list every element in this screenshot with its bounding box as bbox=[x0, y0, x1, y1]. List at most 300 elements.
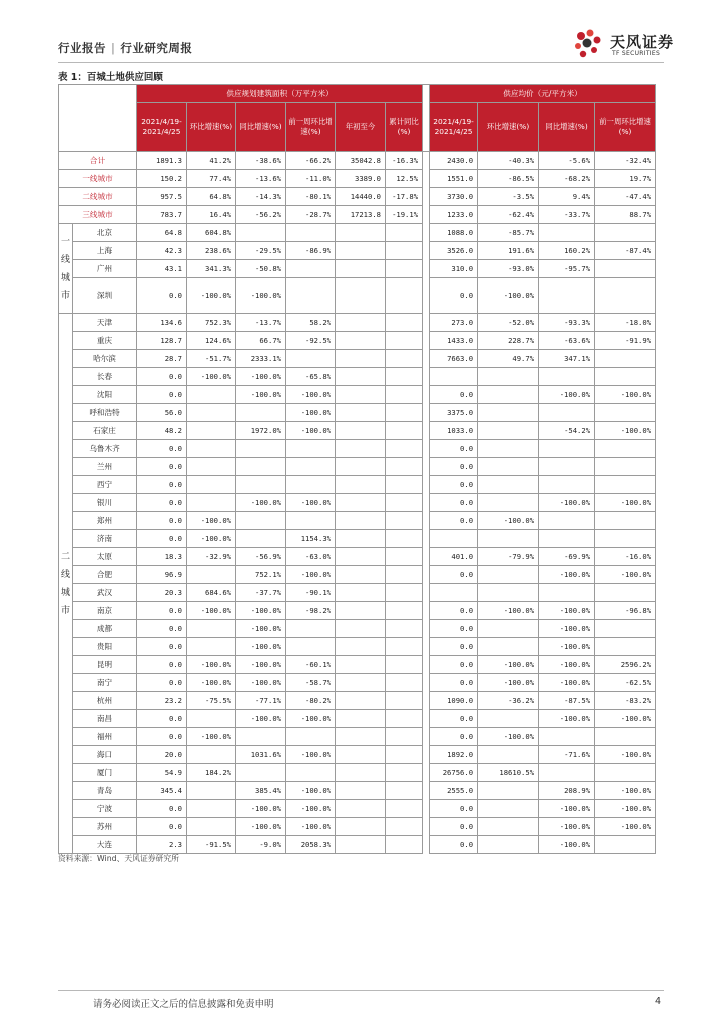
area-value: 134.6 bbox=[137, 314, 187, 332]
area-value: -100.0% bbox=[286, 566, 336, 584]
area-value bbox=[386, 782, 423, 800]
area-value: -32.9% bbox=[187, 548, 236, 566]
area-value: 1031.6% bbox=[236, 746, 286, 764]
area-value bbox=[236, 764, 286, 782]
area-value bbox=[336, 242, 386, 260]
price-value: 0.0 bbox=[430, 656, 478, 674]
price-value: -63.6% bbox=[539, 332, 595, 350]
area-value bbox=[386, 620, 423, 638]
area-value: -100.0% bbox=[286, 494, 336, 512]
area-value: -28.7% bbox=[286, 206, 336, 224]
price-value bbox=[595, 260, 656, 278]
area-value: 0.0 bbox=[137, 620, 187, 638]
price-value: -100.0% bbox=[539, 638, 595, 656]
area-value bbox=[236, 224, 286, 242]
price-value: 401.0 bbox=[430, 548, 478, 566]
price-value: 1088.0 bbox=[430, 224, 478, 242]
area-value bbox=[187, 638, 236, 656]
price-value bbox=[478, 584, 539, 602]
area-value: -9.0% bbox=[236, 836, 286, 854]
price-value bbox=[539, 584, 595, 602]
city-name: 沈阳 bbox=[73, 386, 137, 404]
price-value bbox=[478, 440, 539, 458]
price-value bbox=[478, 782, 539, 800]
area-value bbox=[386, 530, 423, 548]
city-name: 济南 bbox=[73, 530, 137, 548]
area-value: -100.0% bbox=[236, 368, 286, 386]
area-value: 0.0 bbox=[137, 476, 187, 494]
price-value: -85.7% bbox=[478, 224, 539, 242]
price-value: 18610.5% bbox=[478, 764, 539, 782]
price-value: -52.0% bbox=[478, 314, 539, 332]
report-header bbox=[58, 40, 192, 56]
price-value: 0.0 bbox=[430, 440, 478, 458]
header-corner bbox=[59, 85, 137, 152]
price-value: -100.0% bbox=[539, 620, 595, 638]
area-value bbox=[386, 710, 423, 728]
land-supply-table bbox=[58, 84, 656, 854]
area-value: 0.0 bbox=[137, 800, 187, 818]
price-value: -62.5% bbox=[595, 674, 656, 692]
area-value bbox=[386, 638, 423, 656]
area-value bbox=[386, 278, 423, 314]
area-value: -13.7% bbox=[236, 314, 286, 332]
area-value: -100.0% bbox=[187, 656, 236, 674]
area-value: 64.8 bbox=[137, 224, 187, 242]
header-separator: | bbox=[111, 41, 116, 55]
area-value bbox=[336, 692, 386, 710]
area-value: -100.0% bbox=[187, 278, 236, 314]
area-value: 0.0 bbox=[137, 638, 187, 656]
area-value bbox=[336, 638, 386, 656]
price-value: 7663.0 bbox=[430, 350, 478, 368]
price-value bbox=[595, 458, 656, 476]
price-value bbox=[430, 368, 478, 386]
table-row bbox=[59, 836, 656, 854]
price-value: -18.0% bbox=[595, 314, 656, 332]
summary-label: 二线城市 bbox=[59, 188, 137, 206]
column-gap bbox=[423, 656, 430, 674]
column-gap bbox=[423, 314, 430, 332]
area-value bbox=[386, 836, 423, 854]
price-value bbox=[595, 440, 656, 458]
city-name: 杭州 bbox=[73, 692, 137, 710]
table-row bbox=[59, 602, 656, 620]
area-value bbox=[187, 746, 236, 764]
area-value bbox=[386, 800, 423, 818]
area-value: -100.0% bbox=[187, 674, 236, 692]
city-name: 南京 bbox=[73, 602, 137, 620]
summary-label: 一线城市 bbox=[59, 170, 137, 188]
area-value bbox=[386, 764, 423, 782]
price-value bbox=[478, 404, 539, 422]
header-price-group: 供应均价（元/平方米） bbox=[430, 85, 656, 103]
area-value: -56.9% bbox=[236, 548, 286, 566]
city-name: 贵阳 bbox=[73, 638, 137, 656]
area-value: 43.1 bbox=[137, 260, 187, 278]
area-value: -100.0% bbox=[236, 602, 286, 620]
price-value: -3.5% bbox=[478, 188, 539, 206]
table-row bbox=[59, 638, 656, 656]
column-gap bbox=[423, 224, 430, 242]
area-value bbox=[386, 548, 423, 566]
city-name: 福州 bbox=[73, 728, 137, 746]
area-value bbox=[286, 278, 336, 314]
area-value: -100.0% bbox=[286, 818, 336, 836]
area-value: -100.0% bbox=[236, 278, 286, 314]
price-value: 1233.0 bbox=[430, 206, 478, 224]
source-note: 资料来源：Wind、天风证券研究所 bbox=[58, 854, 179, 863]
price-value bbox=[539, 404, 595, 422]
area-value bbox=[386, 458, 423, 476]
column-gap bbox=[423, 566, 430, 584]
price-value: -79.9% bbox=[478, 548, 539, 566]
area-value bbox=[187, 620, 236, 638]
header-area-prev-wow: 前一周环比增速(%) bbox=[286, 103, 336, 152]
header-price-prev-wow: 前一周环比增速(%) bbox=[595, 103, 656, 152]
city-name: 青岛 bbox=[73, 782, 137, 800]
price-value: 3730.0 bbox=[430, 188, 478, 206]
area-value: -100.0% bbox=[236, 800, 286, 818]
area-value: -51.7% bbox=[187, 350, 236, 368]
area-value bbox=[336, 800, 386, 818]
price-value: -100.0% bbox=[595, 386, 656, 404]
area-value: 0.0 bbox=[137, 368, 187, 386]
area-value: 16.4% bbox=[187, 206, 236, 224]
price-value: -100.0% bbox=[539, 800, 595, 818]
price-value: 26756.0 bbox=[430, 764, 478, 782]
area-value: -75.5% bbox=[187, 692, 236, 710]
table-row bbox=[59, 404, 656, 422]
price-value: -86.5% bbox=[478, 170, 539, 188]
area-value bbox=[336, 818, 386, 836]
area-value: 58.2% bbox=[286, 314, 336, 332]
area-value bbox=[386, 566, 423, 584]
city-name: 广州 bbox=[73, 260, 137, 278]
table-row bbox=[59, 674, 656, 692]
area-value: -80.1% bbox=[286, 188, 336, 206]
column-gap bbox=[423, 782, 430, 800]
table-row bbox=[59, 314, 656, 332]
area-value: -19.1% bbox=[386, 206, 423, 224]
city-name: 昆明 bbox=[73, 656, 137, 674]
table-row bbox=[59, 278, 656, 314]
table-title: 表 1：百城土地供应回顾 bbox=[58, 72, 163, 83]
area-value bbox=[236, 530, 286, 548]
price-value bbox=[539, 278, 595, 314]
price-value: 0.0 bbox=[430, 800, 478, 818]
area-value bbox=[386, 422, 423, 440]
area-value bbox=[336, 656, 386, 674]
table-row bbox=[59, 692, 656, 710]
area-value: 2058.3% bbox=[286, 836, 336, 854]
city-name: 天津 bbox=[73, 314, 137, 332]
area-value: -11.0% bbox=[286, 170, 336, 188]
price-value bbox=[430, 530, 478, 548]
area-value: 0.0 bbox=[137, 530, 187, 548]
area-value: 783.7 bbox=[137, 206, 187, 224]
area-value: -66.2% bbox=[286, 152, 336, 170]
area-value: -13.6% bbox=[236, 170, 286, 188]
area-value bbox=[386, 476, 423, 494]
price-value bbox=[595, 638, 656, 656]
area-value: 54.9 bbox=[137, 764, 187, 782]
area-value bbox=[386, 404, 423, 422]
price-value: -47.4% bbox=[595, 188, 656, 206]
area-value: -100.0% bbox=[187, 530, 236, 548]
header-area-ytd: 年初至今 bbox=[336, 103, 386, 152]
price-value: 0.0 bbox=[430, 386, 478, 404]
table-row bbox=[59, 764, 656, 782]
summary-label: 三线城市 bbox=[59, 206, 137, 224]
area-value: -17.8% bbox=[386, 188, 423, 206]
area-value bbox=[336, 620, 386, 638]
area-value bbox=[286, 260, 336, 278]
area-value bbox=[286, 512, 336, 530]
table-row bbox=[59, 620, 656, 638]
column-gap bbox=[423, 350, 430, 368]
column-gap bbox=[423, 440, 430, 458]
price-value: 0.0 bbox=[430, 602, 478, 620]
area-value: -91.5% bbox=[187, 836, 236, 854]
table-row bbox=[59, 818, 656, 836]
area-value: -98.2% bbox=[286, 602, 336, 620]
price-value: -100.0% bbox=[539, 494, 595, 512]
area-value: -92.5% bbox=[286, 332, 336, 350]
price-value bbox=[478, 746, 539, 764]
area-value bbox=[187, 440, 236, 458]
area-value bbox=[336, 386, 386, 404]
area-value bbox=[336, 530, 386, 548]
area-value: -100.0% bbox=[286, 800, 336, 818]
area-value: 12.5% bbox=[386, 170, 423, 188]
price-value: 0.0 bbox=[430, 476, 478, 494]
area-value bbox=[336, 476, 386, 494]
area-value: 345.4 bbox=[137, 782, 187, 800]
header-area-group: 供应规划建筑面积（万平方米） bbox=[137, 85, 423, 103]
column-gap bbox=[423, 728, 430, 746]
area-value: -100.0% bbox=[236, 818, 286, 836]
area-value: -100.0% bbox=[236, 656, 286, 674]
price-value: -100.0% bbox=[539, 602, 595, 620]
price-value: 19.7% bbox=[595, 170, 656, 188]
area-value: -58.7% bbox=[286, 674, 336, 692]
table-row bbox=[59, 656, 656, 674]
area-value bbox=[336, 746, 386, 764]
area-value bbox=[386, 260, 423, 278]
summary-row bbox=[59, 170, 656, 188]
city-name: 上海 bbox=[73, 242, 137, 260]
summary-label: 合计 bbox=[59, 152, 137, 170]
area-value: 0.0 bbox=[137, 512, 187, 530]
header-area-ytd-yoy: 累计同比(%) bbox=[386, 103, 423, 152]
price-value: -87.4% bbox=[595, 242, 656, 260]
column-gap bbox=[423, 692, 430, 710]
table-row bbox=[59, 350, 656, 368]
price-value bbox=[539, 458, 595, 476]
area-value: -100.0% bbox=[187, 728, 236, 746]
area-value bbox=[187, 710, 236, 728]
area-value: 20.0 bbox=[137, 746, 187, 764]
price-value: 0.0 bbox=[430, 818, 478, 836]
table-row bbox=[59, 458, 656, 476]
area-value: -100.0% bbox=[187, 512, 236, 530]
price-value: 49.7% bbox=[478, 350, 539, 368]
header-price-wow: 环比增速(%) bbox=[478, 103, 539, 152]
price-value: 3526.0 bbox=[430, 242, 478, 260]
column-gap bbox=[423, 674, 430, 692]
price-value bbox=[595, 350, 656, 368]
logo-flower-icon bbox=[572, 28, 606, 62]
area-value: 385.4% bbox=[236, 782, 286, 800]
area-value: 2.3 bbox=[137, 836, 187, 854]
area-value: 684.6% bbox=[187, 584, 236, 602]
header-area-wow: 环比增速(%) bbox=[187, 103, 236, 152]
price-value: -100.0% bbox=[595, 710, 656, 728]
area-value bbox=[336, 710, 386, 728]
area-value bbox=[286, 440, 336, 458]
area-value: 0.0 bbox=[137, 440, 187, 458]
header-subcategory: 行业研究周报 bbox=[120, 41, 193, 55]
area-value: -100.0% bbox=[286, 710, 336, 728]
area-value: 752.1% bbox=[236, 566, 286, 584]
column-gap bbox=[423, 764, 430, 782]
city-name: 乌鲁木齐 bbox=[73, 440, 137, 458]
header-area-yoy: 同比增速(%) bbox=[236, 103, 286, 152]
area-value bbox=[187, 782, 236, 800]
area-value: -100.0% bbox=[187, 368, 236, 386]
area-value bbox=[236, 476, 286, 494]
price-value: -100.0% bbox=[595, 800, 656, 818]
column-gap bbox=[423, 170, 430, 188]
price-value: -71.6% bbox=[539, 746, 595, 764]
city-tier-label: 二线城市 bbox=[59, 314, 73, 854]
city-name: 成都 bbox=[73, 620, 137, 638]
price-value bbox=[478, 476, 539, 494]
price-value: -83.2% bbox=[595, 692, 656, 710]
city-name: 太原 bbox=[73, 548, 137, 566]
header-category: 行业报告 bbox=[58, 41, 106, 55]
price-value: 228.7% bbox=[478, 332, 539, 350]
area-value: -90.1% bbox=[286, 584, 336, 602]
city-name: 南宁 bbox=[73, 674, 137, 692]
price-value: 1090.0 bbox=[430, 692, 478, 710]
price-value: -100.0% bbox=[539, 386, 595, 404]
price-value: 0.0 bbox=[430, 836, 478, 854]
area-value bbox=[336, 494, 386, 512]
price-value bbox=[595, 620, 656, 638]
price-value: -36.2% bbox=[478, 692, 539, 710]
area-value: 0.0 bbox=[137, 386, 187, 404]
price-value: -100.0% bbox=[595, 782, 656, 800]
area-value bbox=[336, 332, 386, 350]
column-gap bbox=[423, 386, 430, 404]
area-value bbox=[187, 422, 236, 440]
price-value bbox=[539, 368, 595, 386]
area-value: -100.0% bbox=[236, 710, 286, 728]
table-row bbox=[59, 548, 656, 566]
table-row bbox=[59, 386, 656, 404]
area-value: -100.0% bbox=[236, 674, 286, 692]
area-value bbox=[236, 512, 286, 530]
column-gap bbox=[423, 458, 430, 476]
city-name: 郑州 bbox=[73, 512, 137, 530]
price-value bbox=[478, 422, 539, 440]
area-value: 96.9 bbox=[137, 566, 187, 584]
area-value bbox=[386, 602, 423, 620]
area-value: 0.0 bbox=[137, 458, 187, 476]
area-value: 1891.3 bbox=[137, 152, 187, 170]
area-value bbox=[336, 548, 386, 566]
area-value bbox=[336, 458, 386, 476]
area-value: 184.2% bbox=[187, 764, 236, 782]
page-number: 4 bbox=[655, 996, 662, 1007]
price-value: -100.0% bbox=[478, 602, 539, 620]
area-value: 3389.0 bbox=[336, 170, 386, 188]
column-gap bbox=[423, 476, 430, 494]
price-value: 347.1% bbox=[539, 350, 595, 368]
area-value: 0.0 bbox=[137, 818, 187, 836]
area-value bbox=[187, 404, 236, 422]
header-gap bbox=[423, 85, 430, 152]
area-value bbox=[236, 458, 286, 476]
price-value bbox=[478, 566, 539, 584]
area-value: -56.2% bbox=[236, 206, 286, 224]
header-price-yoy: 同比增速(%) bbox=[539, 103, 595, 152]
area-value bbox=[386, 314, 423, 332]
price-value: -100.0% bbox=[478, 512, 539, 530]
price-value: -33.7% bbox=[539, 206, 595, 224]
price-value bbox=[595, 476, 656, 494]
price-value bbox=[478, 836, 539, 854]
summary-row bbox=[59, 152, 656, 170]
price-value: 2430.0 bbox=[430, 152, 478, 170]
table-row bbox=[59, 224, 656, 242]
area-value: 124.6% bbox=[187, 332, 236, 350]
column-gap bbox=[423, 278, 430, 314]
area-value: 77.4% bbox=[187, 170, 236, 188]
column-gap bbox=[423, 332, 430, 350]
area-value: 1972.0% bbox=[236, 422, 286, 440]
area-value: -65.8% bbox=[286, 368, 336, 386]
area-value: -100.0% bbox=[236, 620, 286, 638]
price-value: -91.9% bbox=[595, 332, 656, 350]
table-row bbox=[59, 242, 656, 260]
table-row bbox=[59, 746, 656, 764]
area-value: -14.3% bbox=[236, 188, 286, 206]
area-value bbox=[286, 476, 336, 494]
area-value bbox=[286, 620, 336, 638]
price-value bbox=[595, 224, 656, 242]
column-gap bbox=[423, 368, 430, 386]
column-gap bbox=[423, 584, 430, 602]
summary-row bbox=[59, 206, 656, 224]
header-row-sub bbox=[59, 103, 656, 152]
area-value bbox=[336, 314, 386, 332]
price-value: 0.0 bbox=[430, 494, 478, 512]
area-value bbox=[336, 602, 386, 620]
price-value bbox=[595, 278, 656, 314]
area-value: 0.0 bbox=[137, 674, 187, 692]
price-value: 0.0 bbox=[430, 512, 478, 530]
price-value bbox=[539, 530, 595, 548]
price-value: -100.0% bbox=[478, 728, 539, 746]
table-row bbox=[59, 728, 656, 746]
area-value: 0.0 bbox=[137, 656, 187, 674]
price-value: 191.6% bbox=[478, 242, 539, 260]
price-value bbox=[478, 386, 539, 404]
area-value bbox=[386, 674, 423, 692]
